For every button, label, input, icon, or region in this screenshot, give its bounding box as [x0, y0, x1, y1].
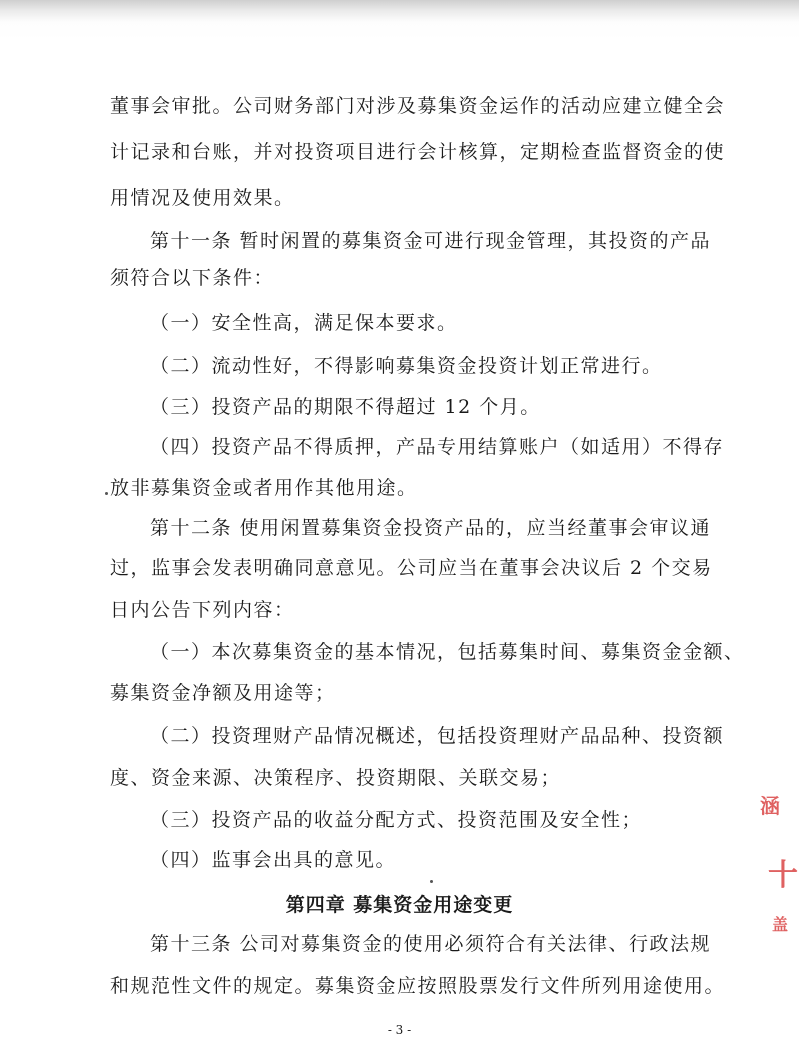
seal-char-1: 涵 — [760, 794, 780, 818]
text-line-17: 度、资金来源、决策程序、投资期限、关联交易； — [110, 767, 562, 789]
content-item-3: （三）投资产品的收益分配方式、投资范围及安全性； — [150, 809, 643, 831]
article-12-title: 第十二条 使用闲置募集资金投资产品的，应当经董事会审议通 — [150, 517, 712, 539]
chapter-heading: 第四章 募集资金用途变更 — [285, 894, 514, 916]
text-line-3: 用情况及使用效果。 — [110, 187, 295, 209]
text-line-12: 过，监事会发表明确同意意见。公司应当在董事会决议后 2 个交易 — [110, 557, 713, 579]
scan-speck — [105, 492, 108, 495]
seal-fragment-1 — [760, 790, 798, 819]
scan-speck — [430, 880, 433, 883]
content-item-4: （四）监事会出具的意见。 — [150, 849, 397, 871]
seal-fragment-3 — [772, 912, 799, 935]
text-line-1: 董事会审批。公司财务部门对涉及募集资金运作的活动应建立健全会 — [110, 95, 726, 117]
seal-fragment-2 — [768, 850, 799, 894]
content-item-2: （二）投资理财产品情况概述，包括投资理财产品品种、投资额 — [150, 725, 725, 747]
seal-char-3: 盖 — [772, 915, 789, 934]
article-13-title: 第十三条 公司对募集资金的使用必须符合有关法律、行政法规 — [150, 933, 712, 955]
text-line-22: 和规范性文件的规定。募集资金应按照股票发行文件所列用途使用。 — [110, 975, 726, 997]
content-item-1: （一）本次募集资金的基本情况，包括募集时间、募集资金金额、 — [150, 641, 745, 663]
article-11-title: 第十一条 暂时闲置的募集资金可进行现金管理，其投资的产品 — [150, 230, 712, 252]
text-line-15: 募集资金净额及用途等； — [110, 682, 336, 704]
text-line-5: 须符合以下条件： — [110, 267, 275, 289]
seal-char-2: 十 — [768, 858, 798, 893]
text-line-2: 计记录和台账，并对投资项目进行会计核算，定期检查监督资金的使 — [110, 141, 726, 163]
page-number: - 3 - — [387, 1023, 412, 1037]
text-line-10: 放非募集资金或者用作其他用途。 — [110, 477, 418, 499]
condition-1: （一）安全性高，满足保本要求。 — [150, 312, 458, 334]
text-line-13: 日内公告下列内容： — [110, 599, 295, 621]
condition-3: （三）投资产品的期限不得超过 12 个月。 — [150, 396, 541, 418]
condition-4: （四）投资产品不得质押，产品专用结算账户（如适用）不得存 — [150, 436, 725, 458]
condition-2: （二）流动性好，不得影响募集资金投资计划正常进行。 — [150, 355, 663, 377]
